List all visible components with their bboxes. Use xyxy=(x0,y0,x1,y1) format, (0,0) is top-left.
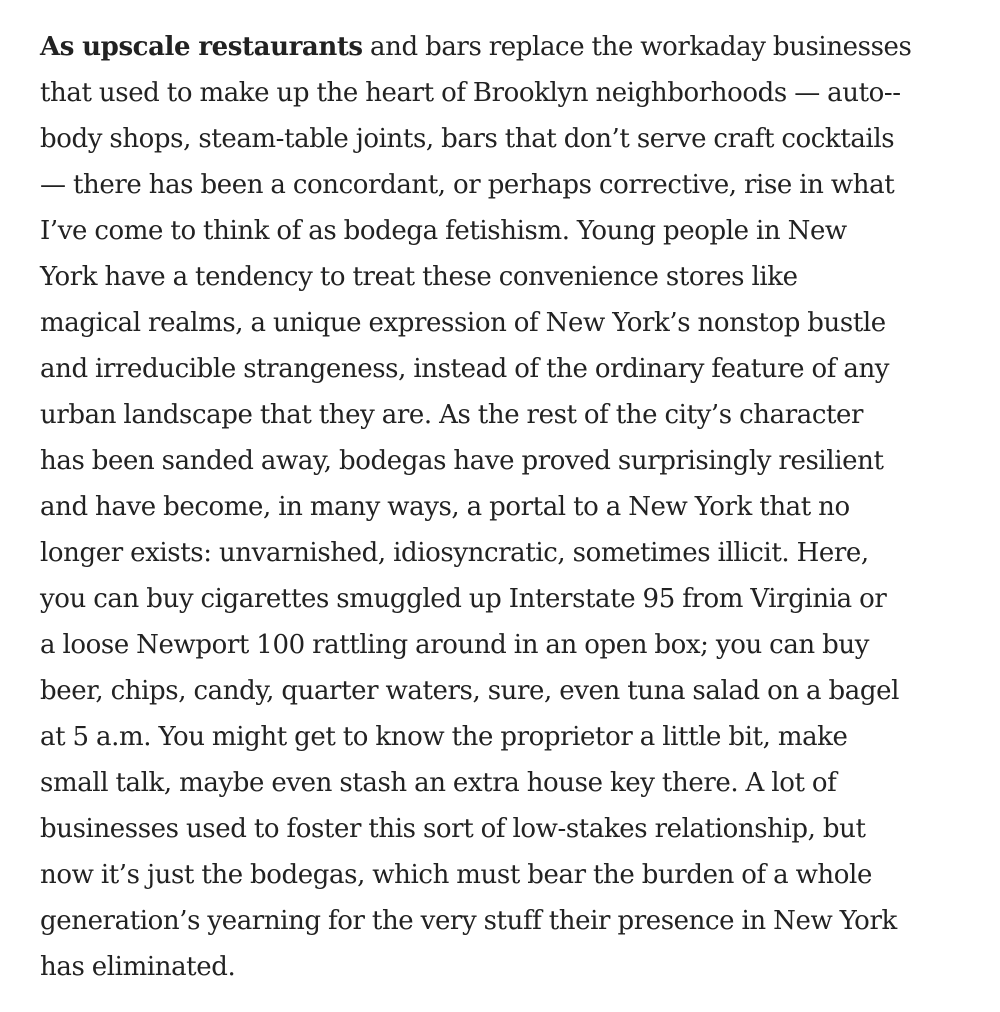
paragraph-line: a loose Newport 100 rattling around in an open box; you can buy xyxy=(40,630,870,660)
paragraph-line: businesses used to foster this sort of low-stakes relationship, but xyxy=(40,814,866,844)
paragraph-line: you can buy cigarettes smuggled up Interstate 95 from Virginia or xyxy=(40,584,887,614)
first-line-text: and bars replace the workaday businesses xyxy=(362,32,912,62)
paragraph-line: beer, chips, candy, quarter waters, sure, even tuna salad on a bagel xyxy=(40,676,900,706)
paragraph-line: — there has been a concordant, or perhaps corrective, rise in what xyxy=(40,170,895,200)
paragraph-line: at 5 a.m. You might get to know the proprietor a little bit, make xyxy=(40,722,848,752)
paragraph-line: magical realms, a unique expression of New York’s nonstop bustle xyxy=(40,308,886,338)
paragraph-line: generation’s yearning for the very stuff their presence in New York xyxy=(40,906,897,936)
paragraph-line: urban landscape that they are. As the rest of the city’s character xyxy=(40,400,864,430)
paragraph-line: has been sanded away, bodegas have proved surprisingly resilient xyxy=(40,446,884,476)
paragraph-line: I’ve come to think of as bodega fetishism. Young people in New xyxy=(40,216,847,246)
paragraph-line: and have become, in many ways, a portal to a New York that no xyxy=(40,492,850,522)
paragraph-line: has eliminated. xyxy=(40,952,236,982)
lede-text: As upscale restaurants xyxy=(40,32,363,62)
paragraph-line: small talk, maybe even stash an extra house key there. A lot of xyxy=(40,768,837,798)
paragraph-line: that used to make up the heart of Brooklyn neighborhoods — auto-- xyxy=(40,78,901,108)
paragraph-line: and irreducible strangeness, instead of the ordinary feature of any xyxy=(40,354,890,384)
paragraph-line: York have a tendency to treat these convenience stores like xyxy=(40,262,798,292)
paragraph-line: longer exists: unvarnished, idiosyncratic, sometimes illicit. Here, xyxy=(40,538,869,568)
article-paragraph xyxy=(40,24,970,990)
paragraph-line: body shops, steam-table joints, bars that don’t serve craft cocktails xyxy=(40,124,895,154)
paragraph-line: now it’s just the bodegas, which must bear the burden of a whole xyxy=(40,860,872,890)
paragraph-line-1 xyxy=(40,24,970,70)
